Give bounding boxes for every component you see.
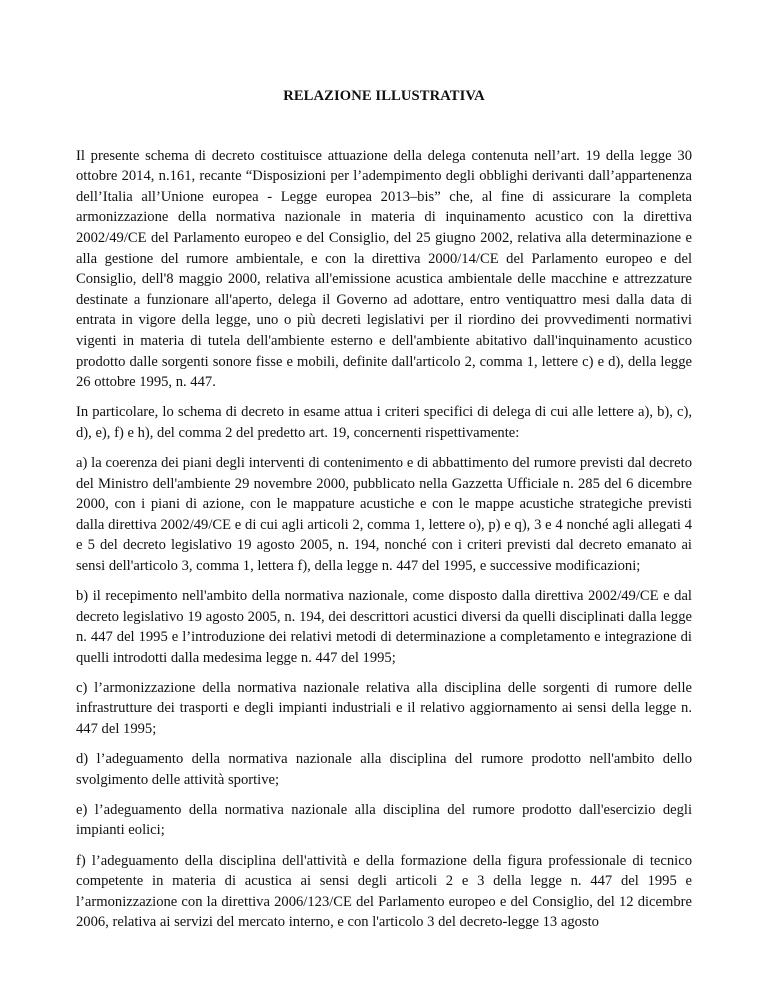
paragraph-intro: Il presente schema di decreto costituisce attuazione della delega contenuta nell’art. 19 della legge 30 ottobre 2014, n.161, recante “Disposizioni per l’adempimento degli obblighi derivanti dall’appartenenza dell’Italia all’Unione europea - Legge europea 2013–bis” che, al fine di assicurare la completa armonizzazione della normativa nazionale in materia di inquinamento acustico con la direttiva 2002/49/CE del Parlamento europeo e del Consiglio, del 25 giugno 2002, relativa alla determinazione e alla gestione del rumore ambientale, e con la direttiva 2000/14/CE del Parlamento europeo e del Consiglio, dell'8 maggio 2000, relativa all'emissione acustica ambientale delle macchine e attrezzature destinate a funzionare all'aperto, delega il Governo ad adottare, entro ventiquattro mesi dalla data di entrata in vigore della legge, uno o più decreti legislativi per il riordino dei provvedimenti normativi vigenti in materia di tutela dell'ambiente esterno e dell'ambiente abitativo dall'inquinamento acustico prodotto dalle sorgenti sonore fisse e mobili, definite dall'articolo 2, comma 1, lettere c) e d), della legge 26 ottobre 1995, n. 447. (76, 147, 692, 391)
paragraph-criteria-intro: In particolare, lo schema di decreto in esame attua i criteri specifici di delega di cui alle lettere a), b), c), d), e), f) e h), del comma 2 del predetto art. 19, concernenti rispettivamente: (76, 404, 692, 441)
paragraph-item-e: e) l’adeguamento della normativa nazionale alla disciplina del rumore prodotto dall'esercizio degli impianti eolici; (76, 801, 692, 839)
document-page (76, 86, 692, 942)
paragraph-item-a: a) la coerenza dei piani degli interventi di contenimento e di abbattimento del rumore previsti dal decreto del Ministro dell'ambiente 29 novembre 2000, pubblicato nella Gazzetta Ufficiale n. 285 del 6 dicembre 2000, con i piani di azione, con le mappature acustiche e con le mappe acustiche strategiche previsti dalla direttiva 2002/49/CE e di cui agli articoli 2, comma 1, lettere o), p) e q), 3 e 4 nonché agli allegati 4 e 5 del decreto legislativo 19 agosto 2005, n. 194, nonché con i criteri previsti dal decreto emanato ai sensi dell'articolo 3, comma 1, lettera f), della legge n. 447 del 1995, e successive modificazioni; (76, 454, 692, 574)
paragraph-item-f: f) l’adeguamento della disciplina dell'attività e della formazione della figura professionale di tecnico competente in materia di acustica ai sensi degli articoli 2 e 3 della legge n. 447 del 1995 e l’armonizzazione con la direttiva 2006/123/CE del Parlamento europeo e del Consiglio, del 12 dicembre 2006, relativa ai servizi del mercato interno, e con l'articolo 3 del decreto-legge 13 agosto (76, 852, 692, 931)
document-title: RELAZIONE ILLUSTRATIVA (283, 88, 485, 104)
paragraph-item-d: d) l’adeguamento della normativa nazionale alla disciplina del rumore prodotto nell'ambito dello svolgimento delle attività sportive; (76, 751, 692, 788)
paragraph-item-c: c) l’armonizzazione della normativa nazionale relativa alla disciplina delle sorgenti di rumore delle infrastrutture dei trasporti e degli impianti industriali e il relativo aggiornamento ai sensi della legge n. 447 del 1995; (76, 679, 692, 738)
paragraph-item-b: b) il recepimento nell'ambito della normativa nazionale, come disposto dalla direttiva 2002/49/CE e dal decreto legislativo 19 agosto 2005, n. 194, dei descrittori acustici diversi da quelli disciplinati dalla legge n. 447 del 1995 e l’introduzione dei relativi metodi di determinazione a completamento e integrazione di quelli introdotti dalla medesima legge n. 447 del 1995; (76, 587, 692, 666)
